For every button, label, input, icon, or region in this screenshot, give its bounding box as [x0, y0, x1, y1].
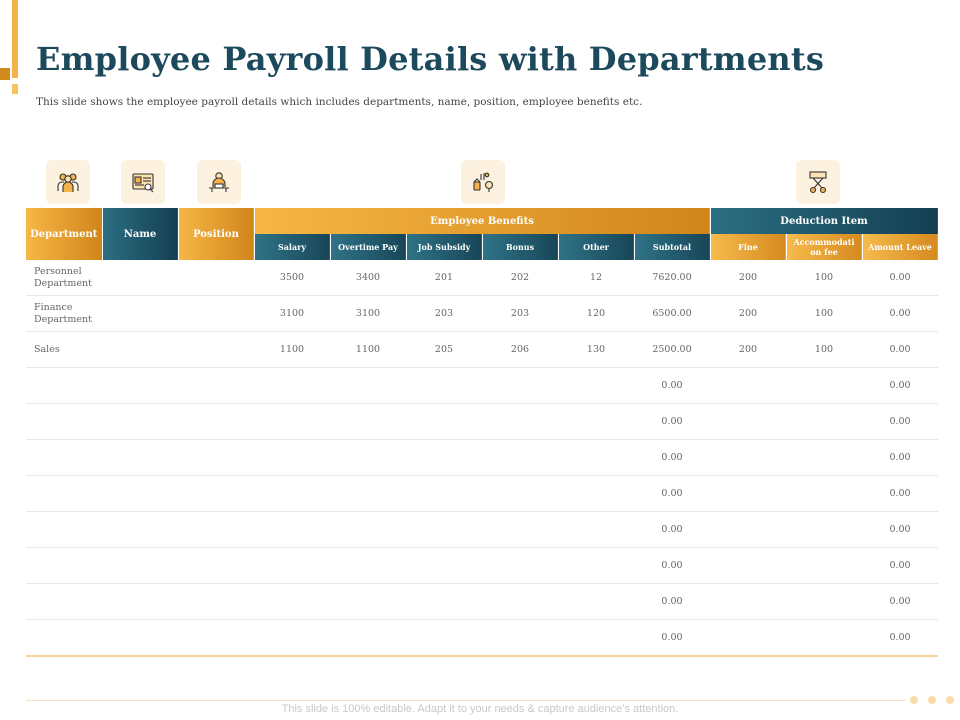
cell-accommodation [786, 548, 862, 584]
cell-salary [254, 512, 330, 548]
cell-subtotal: 0.00 [634, 404, 710, 440]
cell-accommodation: 100 [786, 332, 862, 368]
cell-position [178, 476, 254, 512]
cell-amount-leave: 0.00 [862, 476, 938, 512]
cell-subtotal: 0.00 [634, 584, 710, 620]
cell-fine [710, 440, 786, 476]
cell-other: 130 [558, 332, 634, 368]
cell-other [558, 440, 634, 476]
name-card-icon [121, 160, 165, 204]
cell-name [102, 332, 178, 368]
cell-department: Personnel Department [26, 260, 102, 296]
cell-overtime: 1100 [330, 332, 406, 368]
cell-overtime [330, 476, 406, 512]
cell-fine [710, 368, 786, 404]
cell-job-subsidy [406, 440, 482, 476]
cell-salary [254, 548, 330, 584]
header-fine: Fine [710, 234, 786, 260]
cell-subtotal: 7620.00 [634, 260, 710, 296]
table-row [26, 620, 938, 657]
cell-amount-leave: 0.00 [862, 440, 938, 476]
page-title: Employee Payroll Details with Departments [36, 40, 825, 78]
cell-department [26, 512, 102, 548]
cell-department [26, 548, 102, 584]
decorative-square [12, 84, 18, 94]
cell-amount-leave: 0.00 [862, 332, 938, 368]
cell-amount-leave: 0.00 [862, 620, 938, 657]
cell-bonus [482, 476, 558, 512]
cell-fine: 200 [710, 260, 786, 296]
payroll-table [26, 208, 939, 657]
cell-job-subsidy: 205 [406, 332, 482, 368]
cell-department [26, 404, 102, 440]
cell-name [102, 440, 178, 476]
cell-bonus [482, 548, 558, 584]
page-subtitle: This slide shows the employee payroll details which includes departments, name, position, employee benefits etc. [36, 96, 643, 108]
cell-name [102, 368, 178, 404]
cell-amount-leave: 0.00 [862, 584, 938, 620]
cell-job-subsidy [406, 584, 482, 620]
header-deduction-item: Deduction Item [710, 208, 938, 234]
cell-subtotal: 0.00 [634, 512, 710, 548]
cell-accommodation: 100 [786, 296, 862, 332]
cell-position [178, 584, 254, 620]
cell-amount-leave: 0.00 [862, 260, 938, 296]
cell-overtime [330, 512, 406, 548]
cell-fine [710, 512, 786, 548]
table-row [26, 296, 938, 332]
cell-subtotal: 6500.00 [634, 296, 710, 332]
cell-name [102, 476, 178, 512]
cell-accommodation [786, 440, 862, 476]
table-row [26, 368, 938, 404]
cell-overtime [330, 548, 406, 584]
cell-position [178, 548, 254, 584]
cell-position [178, 620, 254, 657]
cell-department [26, 584, 102, 620]
cell-other [558, 548, 634, 584]
cell-department [26, 620, 102, 657]
cell-bonus [482, 584, 558, 620]
cell-position [178, 404, 254, 440]
cell-name [102, 296, 178, 332]
cell-name [102, 620, 178, 657]
cell-department [26, 440, 102, 476]
cell-accommodation [786, 476, 862, 512]
table-row [26, 584, 938, 620]
cell-other [558, 368, 634, 404]
cell-name [102, 584, 178, 620]
cell-fine [710, 620, 786, 657]
table-row [26, 260, 938, 296]
header-amount-leave: Amount Leave [862, 234, 938, 260]
cell-amount-leave: 0.00 [862, 548, 938, 584]
table-row [26, 512, 938, 548]
cell-accommodation [786, 584, 862, 620]
table-row [26, 440, 938, 476]
cell-overtime [330, 404, 406, 440]
scissors-cut-icon [796, 160, 840, 204]
cell-position [178, 440, 254, 476]
decorative-bar-horizontal [0, 68, 10, 80]
cell-overtime: 3100 [330, 296, 406, 332]
cell-department [26, 476, 102, 512]
cell-job-subsidy: 203 [406, 296, 482, 332]
cell-salary [254, 404, 330, 440]
cell-fine: 200 [710, 332, 786, 368]
header-job-subsidy: Job Subsidy [406, 234, 482, 260]
cell-other [558, 620, 634, 657]
header-accommodation-fee: Accommodati on fee [786, 234, 862, 260]
table-row [26, 404, 938, 440]
payroll-table-body [26, 260, 938, 656]
cell-salary [254, 368, 330, 404]
cell-bonus: 206 [482, 332, 558, 368]
cell-subtotal: 0.00 [634, 620, 710, 657]
cell-fine [710, 476, 786, 512]
decorative-bar-vertical [12, 0, 18, 78]
cell-bonus: 202 [482, 260, 558, 296]
cell-department [26, 368, 102, 404]
cell-fine: 200 [710, 296, 786, 332]
cell-job-subsidy [406, 512, 482, 548]
cell-other [558, 476, 634, 512]
cell-department: Sales [26, 332, 102, 368]
table-row [26, 476, 938, 512]
cell-fine [710, 404, 786, 440]
cell-other: 12 [558, 260, 634, 296]
cell-bonus [482, 404, 558, 440]
cell-other: 120 [558, 296, 634, 332]
cell-other [558, 584, 634, 620]
footer-divider [26, 700, 906, 701]
cell-amount-leave: 0.00 [862, 404, 938, 440]
cell-bonus [482, 368, 558, 404]
cell-job-subsidy [406, 404, 482, 440]
cell-overtime [330, 620, 406, 657]
header-subtotal: Subtotal [634, 234, 710, 260]
cell-subtotal: 0.00 [634, 440, 710, 476]
cell-overtime [330, 584, 406, 620]
cell-bonus: 203 [482, 296, 558, 332]
cell-bonus [482, 620, 558, 657]
cell-subtotal: 0.00 [634, 548, 710, 584]
cell-other [558, 512, 634, 548]
cell-salary: 3500 [254, 260, 330, 296]
team-icon [46, 160, 90, 204]
cell-amount-leave: 0.00 [862, 512, 938, 548]
cell-bonus [482, 440, 558, 476]
cell-accommodation: 100 [786, 260, 862, 296]
cell-amount-leave: 0.00 [862, 368, 938, 404]
header-position: Position [178, 208, 254, 260]
person-at-desk-icon [197, 160, 241, 204]
cell-accommodation [786, 404, 862, 440]
cell-salary [254, 584, 330, 620]
cell-job-subsidy [406, 476, 482, 512]
cell-job-subsidy [406, 368, 482, 404]
cell-accommodation [786, 620, 862, 657]
cell-position [178, 332, 254, 368]
cell-accommodation [786, 368, 862, 404]
table-row [26, 332, 938, 368]
cell-job-subsidy [406, 620, 482, 657]
cell-overtime [330, 440, 406, 476]
cell-salary [254, 620, 330, 657]
cell-amount-leave: 0.00 [862, 296, 938, 332]
cell-accommodation [786, 512, 862, 548]
cell-subtotal: 0.00 [634, 368, 710, 404]
table-row [26, 548, 938, 584]
header-other: Other [558, 234, 634, 260]
header-salary: Salary [254, 234, 330, 260]
cell-other [558, 404, 634, 440]
cell-salary: 3100 [254, 296, 330, 332]
cell-position [178, 260, 254, 296]
cell-fine [710, 584, 786, 620]
header-name: Name [102, 208, 178, 260]
cell-overtime [330, 368, 406, 404]
cell-salary: 1100 [254, 332, 330, 368]
cell-position [178, 296, 254, 332]
header-employee-benefits: Employee Benefits [254, 208, 710, 234]
cell-bonus [482, 512, 558, 548]
header-bonus: Bonus [482, 234, 558, 260]
cell-subtotal: 2500.00 [634, 332, 710, 368]
cell-salary [254, 476, 330, 512]
cell-fine [710, 548, 786, 584]
header-department: Department [26, 208, 102, 260]
footer-note: This slide is 100% editable. Adapt it to your needs & capture audience’s attention. [281, 703, 679, 715]
cell-salary [254, 440, 330, 476]
benefits-tools-icon [461, 160, 505, 204]
cell-name [102, 260, 178, 296]
cell-subtotal: 0.00 [634, 476, 710, 512]
cell-position [178, 368, 254, 404]
cell-job-subsidy [406, 548, 482, 584]
cell-department: Finance Department [26, 296, 102, 332]
cell-position [178, 512, 254, 548]
header-overtime-pay: Overtime Pay [330, 234, 406, 260]
cell-job-subsidy: 201 [406, 260, 482, 296]
cell-name [102, 404, 178, 440]
cell-name [102, 548, 178, 584]
cell-overtime: 3400 [330, 260, 406, 296]
cell-name [102, 512, 178, 548]
